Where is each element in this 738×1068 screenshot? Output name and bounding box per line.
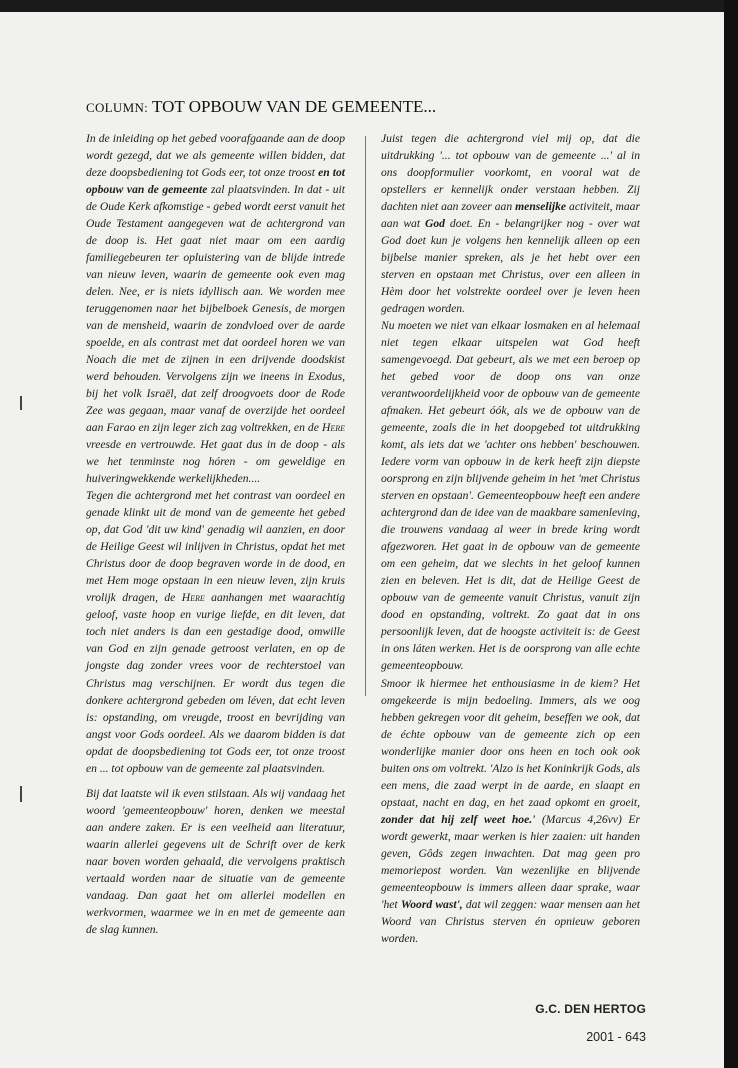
text-run: Smoor ik hiermee het enthousiasme in de kiem? Het omgekeerde is mijn bedoeling. Immers, als we oog hebben gekregen voor dit geheim, beseffen we ook, dat de échte opbouw van de gemeente zich op een wonderlijke manier door ons heen en toch ook ook buiten ons om voltrekt. 'Alzo is het Koninkrijk Gods, als een mens, die zaad werpt in de aarde, en slaapt en opstaat, nacht en dag, en het zaad opkomt en groeit,	[381, 676, 640, 809]
bold-run: zonder dat hij zelf weet hoe.'	[381, 812, 536, 826]
left-paragraph-1	[86, 130, 345, 487]
bold-run: menselijke	[515, 200, 567, 214]
text-run: Juist tegen die achtergrond viel mij op, dat die uitdrukking '... tot opbouw van de gemeente ...' al in ons doopformulier voorkomt, en vooral wat de opstellers er kennelijk onder verstaan hebben. Zij dachten niet aan zoveer aan	[381, 132, 640, 214]
text-run: dat wil zeggen: waar mensen aan het Woord van Christus sterven én opnieuw geboren worden.	[381, 897, 640, 945]
scan-edge	[724, 0, 738, 1068]
heading-title: TOT OPBOUW VAN DE GEMEENTE...	[152, 97, 437, 116]
bold-run: God	[425, 217, 445, 231]
column-divider	[365, 136, 366, 696]
heading-label: COLUMN:	[86, 100, 149, 115]
text-run: Tegen die achtergrond met het contrast van oordeel en genade klinkt uit de mond van de gemeente het gebed op, dat God 'dit uw kind' genadig wil aanzien, en door de Heilige Geest wil inlijven in Christus, opdat het met Christus door de doop begraven worde in de dood, en met Hem moge opstaan in een nieuw leven, zijn kruis vrolijk dragen, de	[86, 489, 345, 605]
right-paragraph-1	[381, 130, 640, 317]
text-run: (Marcus 4,26vv) Er wordt gewerkt, maar werken is hier zaaien: uit handen geven, Gôds zegen inwachten. Dat mag geen pro memoriepost worden. Van wezenlijke en blijvende gemeenteopbouw is immers alleen daar sprake, waar 'het	[381, 812, 640, 911]
right-column	[381, 130, 640, 947]
text-run: vreesde en vertrouwde. Het gaat dus in de doop - als we het tenminste nog hóren - om geweldige en huiveringwekkende werkelijkheden....	[86, 438, 345, 486]
bold-run: Woord wast',	[400, 897, 463, 911]
right-paragraph-3	[381, 675, 640, 947]
text-run: zal plaatsvinden. In dat - uit de Oude Kerk afkomstige - gebed wordt eerst vanuit het Oude Testament aangegeven wat de achtergrond van de doop is. Het gaat niet maar om een aardig familiegebeuren ter opluistering van de blijde intrede van nieuw leven, waarin de gemeente ook even mag delen. Nee, er is niets idyllisch aan. We worden mee teruggenomen naar het bijbelboek Genesis, de morgen van de mensheid, waarin de zondvloed over de aarde spoelde, en als contrast met dat oordeel horen we van Noach die met de zijnen in een drijvende doodskist werd behouden. Vervolgens zijn we ineens in Exodus, bij het volk Israël, dat zelf droogvoets door de Rode Zee was gegaan, maar vanaf de overzijde het oordeel aan Farao en zijn leger zich zag voltrekken, en de	[86, 183, 346, 435]
right-paragraph-2: Nu moeten we niet van elkaar losmaken en al helemaal niet tegen elkaar uitspelen wat God heeft samengevoegd. Dat gebeurt, als we met een beroep op het gebed voor de doop ons van onze verantwoordelijkheid voor de opbouw van de gemeente afmaken. Het gebeurt óók, als we de opbouw van de gemeente, zoals die in het doopgebed tot uitdrukking komt, als iets dat we 'achter ons hebben' beschouwen. Iedere vorm van opbouw in de kerk heeft zijn diepste oorsprong en zijn blijvende geheim in het 'met Christus sterven en opstaan'. Gemeenteopbouw heeft een andere achtergrond dan de idee van de maakbare samenleving, die trouwens vandaag al weer in brede kring wordt afgezworen. Het gaat in de opbouw van de gemeente om een geheim, dat we slechts in het geloof kunnen zien en beleven. Het is dit, dat de Heilige Geest de opbouw van de gemeente vanuit Christus, vanuit zijn dood en opstanding, voltrekt. Zo gaat dat in ons persoonlijk leven, dat de hoogste activiteit is: de Geest in ons láten werken. Het is de oorsprong van alle echte gemeenteopbouw.	[381, 319, 640, 673]
margin-mark	[20, 396, 22, 410]
text-run: In de inleiding op het gebed voorafgaande aan de doop wordt gezegd, dat we als gemeente willen bidden, dat deze doopsbediening tot Gods eer, tot onze troost	[86, 132, 345, 180]
small-caps-run: Here	[181, 591, 205, 605]
text-run: aanhangen met waarachtig geloof, vaste hoop en vurige liefde, en dit leven, dat toch niet anders is dan een gestadige dood, omwille van God en zijn genade getroost verlaten, en op de jongste dag zonder vrees voor de rechterstoel van Christus mag verschijnen. Er wordt dus tegen die donkere achtergrond gebeden om léven, dat echt leven is: opstanding, om vreugde, troost en bevrijding van angst voor Gods oordeel. Als we daarom bidden is dat opdat de doopsbediening tot Gods eer, tot onze troost en ... tot opbouw van de gemeente zal plaatsvinden.	[86, 591, 345, 775]
left-paragraph-3: Bij dat laatste wil ik even stilstaan. Als wij vandaag het woord 'gemeenteopbouw' horen, denken we meestal aan andere zaken. Er is een veelheid aan literatuur, waarin allerlei gegevens uit de Schrift over de kerk naar boven worden gehaald, die vervolgens praktisch vertaald worden naar de situatie van de gemeente vandaag. Dan gaat het om allerlei modellen en werkvormen, waarmee we in en met de gemeente aan de slag kunnen.	[86, 786, 345, 936]
column-heading	[86, 97, 646, 117]
text-run: doet. En - belangrijker nog - over wat God doet kun je volgens hen kennelijk alleen op een bijbelse manier spreken, als je het hebt over een sterven en opstaan met Christus, over een alleen in Hèm door het volstrekte oordeel over je leven heen gedragen worden.	[381, 217, 640, 316]
text-run: activiteit, maar aan wat	[381, 200, 640, 231]
left-paragraph-2	[86, 487, 345, 776]
page-number: 2001 - 643	[586, 1030, 646, 1044]
bold-run: en tot opbouw van de gemeente	[86, 166, 345, 197]
small-caps-run: Here	[321, 421, 345, 435]
author-signature: G.C. DEN HERTOG	[535, 1002, 646, 1016]
left-column	[86, 130, 345, 938]
margin-mark	[20, 786, 22, 802]
